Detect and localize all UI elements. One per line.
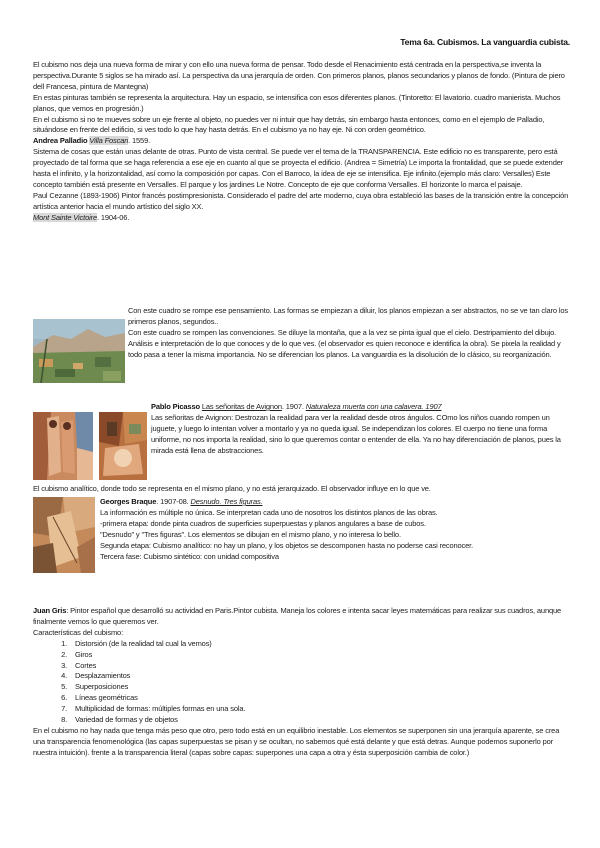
braque-line: Segunda etapa: Cubismo analítico: no hay un plano, y los objetos se descomponen hasta no poderse casi reconocer. bbox=[100, 540, 474, 550]
senoritas-de-avignon-image bbox=[33, 412, 93, 480]
intro-paragraph: En el cubismo si no te mueves sobre un eje frente al objeto, no puedes ver ni intuir que hay detrás, sin embargo hasta entonces, como en el ejemplo de Palladio, situándose en frente del edificio, si ves todo lo que hay hasta detrás. En el cubismo ya no hay eje. Ni con orden geométrico. bbox=[33, 114, 545, 135]
page-title: Tema 6a. Cubismos. La vanguardia cubista. bbox=[400, 37, 570, 47]
analitico-text: El cubismo analítico, donde todo se representa en el mismo plano, y no está jerarquizado. El observador influye en lo que ve. bbox=[33, 484, 431, 493]
palladio-text: Sistema de cosas que están unas delante de otras. Punto de vista central. Se puede ver el tema de la TRANSPARENCIA. Este edificio no es transparente, pero está proyectado de tal forma que se haga referencia a ese eje en cuanto al que se proyecta el edificio. (Andrea = Simetría) Le importa la frontalidad, que se puede extender hasta el infinito, y la horizontalidad, así como la composición por capas. Con el Barroco, la idea de eje se intensifica. Eje infinito.(ejemplo más claro: Versalles) Este concepto también está presente en Versalles. El parque y los jardines Le Notre. Concepto de eje que conforma Versalles. El horizonte lo marca el paisaje. bbox=[33, 147, 564, 189]
gris-section bbox=[33, 606, 573, 759]
naturaleza-muerta-link: Naturaleza muerta con una calavera. 1907 bbox=[305, 402, 442, 411]
cezanne-text: Paul Cezanne (1893-1906) Pintor francés postimpresionista. Considerado el padre del arte moderno, cuya obra estableció las bases de la transición entre la concepción artística anterior hacia el mundo artístico del siglo XX. bbox=[33, 190, 569, 211]
braque-line: "Desnudo" y "Tres figuras". Los elementos se dibujan en el mismo plano, y no interesa lo bello. bbox=[100, 529, 401, 539]
cezanne-work-line bbox=[33, 213, 573, 224]
braque-line: -primera etapa: donde pinta cuadros de superficies superpuestas y planos angulares a base de cubos. bbox=[100, 518, 426, 528]
intro-section bbox=[33, 60, 573, 224]
desnudo-link: Desnudo. Tres figuras. bbox=[190, 497, 263, 506]
list-item: 6. Líneas geométricas bbox=[69, 693, 573, 704]
braque-name: Georges Braque bbox=[100, 497, 157, 506]
picasso-heading bbox=[151, 402, 576, 413]
braque-line: Tercera fase: Cubismo sintético: con unidad compositiva bbox=[100, 551, 279, 561]
braque-line: La información es múltiple no única. Se interpretan cada uno de nosotros los distintos planos de las obras. bbox=[100, 507, 438, 517]
list-item: 7. Multiplicidad de formas: múltiples formas en una sola. bbox=[69, 704, 573, 715]
cezanne-year: . 1904-06. bbox=[96, 212, 130, 222]
mont-sainte-victoire-link: Mont Sainte Victoire bbox=[33, 212, 97, 222]
cezanne-p2: Con este cuadro se rompen las convenciones. Se diluye la montaña, que a la vez se pinta igual que el cielo. Destripamiento del dibujo. Análisis e interpretación de lo que conoces y de lo que ves. (el observador es quien reconoce e identifica la obra). Se pixela la realidad y todo pasa a tener la misma importancia. No se diferencian los planos. La vanguardia es la disolución de lo clásico, su reorganización. bbox=[128, 327, 561, 359]
analitico-paragraph bbox=[33, 484, 573, 495]
list-item: 5. Superposiciones bbox=[69, 682, 573, 693]
braque-year: . 1907-08. bbox=[156, 497, 189, 506]
picasso-year: . 1907. bbox=[281, 402, 304, 411]
intro-paragraph: En estas pinturas también se representa la arquitectura. Hay un espacio, se intensifica con esos diferentes planos. (Tintoretto: El lavatorio. cuadro manierista. Muchos planos, que vemos en progresión.) bbox=[33, 92, 561, 113]
gris-name: Juan Gris bbox=[33, 606, 67, 615]
villa-foscari-link: Villa Foscari bbox=[89, 136, 129, 146]
gris-text: : Pintor español que desarrolló su actividad en Paris.Pintor cubista. Maneja los colores e intenta sacar leyes matemáticas para realizar sus cuadros, aunque finalmente vemos lo que queremos ver. bbox=[33, 606, 562, 626]
senoritas-link: Las señoritas de Avignon bbox=[201, 402, 282, 411]
braque-heading bbox=[100, 497, 576, 508]
gris-paragraph bbox=[33, 606, 573, 628]
closing-paragraph: En el cubismo no hay nada que tenga más peso que otro, pero todo está en un equilibrio inestable. Los elementos se superponen sin una jerarquía aparente, se crea una transparencia fenomenológica (las capas superpuestas se pisan y se ocultan, no sabemos qué está delante y que está detras. Aunque podemos suponerlo por nuestra intuición). frente a la transparencia literal (capas sobre capas: superpones una capa a otra y ésta superposición cambia de color.) bbox=[33, 725, 560, 757]
list-item: 8. Variedad de formas y de objetos bbox=[69, 715, 573, 726]
list-item: 4. Desplazamientos bbox=[69, 671, 573, 682]
cezanne-p1: Con este cuadro se rompe ese pensamiento. Las formas se empiezan a diluir, los planos empiezan a ser abstractos, no se ve tan claro los primeros planos, segundos.. bbox=[128, 306, 568, 326]
list-item: 2. Giros bbox=[69, 650, 573, 661]
palladio-name: Andrea Palladio bbox=[33, 136, 88, 146]
characteristics-list bbox=[33, 639, 573, 726]
palladio-heading bbox=[33, 136, 573, 147]
list-item: 3. Cortes bbox=[69, 661, 573, 672]
naturaleza-muerta-image bbox=[99, 412, 147, 480]
picasso-name: Pablo Picasso bbox=[151, 402, 200, 411]
picasso-section bbox=[151, 402, 576, 457]
mont-sainte-victoire-image bbox=[33, 319, 125, 383]
picasso-text: Las señoritas de Avignon: Destrozan la realidad para ver la realidad desde otros ángulos. COmo los niños cuando rompen un juguete, y luego lo intentan volver a montarlo y ya no queda igual. Se independizan los colores. El cuerpo no tiene una forma uniforme, no nos importa la realidad, sino lo que queremos contar o entender de ella. Ya no hay diferenciación de planos, pues la mirada está llena de abstracciones. bbox=[151, 412, 561, 455]
palladio-year: . 1559. bbox=[128, 136, 151, 146]
intro-paragraph: El cubismo nos deja una nueva forma de mirar y con ello una nueva forma de pensar. Todo desde el Renacimiento está centrada en la perspectiva,se inventa la perspectiva.Durante 5 siglos se ha mirado así. La perspectiva da una jerarquía de orden. Con primeros planos, planos secundarios y planos de fondo. (Pintura de piero dell Francesa, pintura de Mantegna) bbox=[33, 60, 565, 91]
desnudo-braque-image bbox=[33, 497, 95, 573]
braque-section bbox=[100, 497, 576, 562]
characteristics-heading: Características del cubismo: bbox=[33, 627, 124, 637]
list-item: 1. Distorsión (de la realidad tal cual la vemos) bbox=[69, 639, 573, 650]
cezanne-description bbox=[128, 306, 576, 361]
